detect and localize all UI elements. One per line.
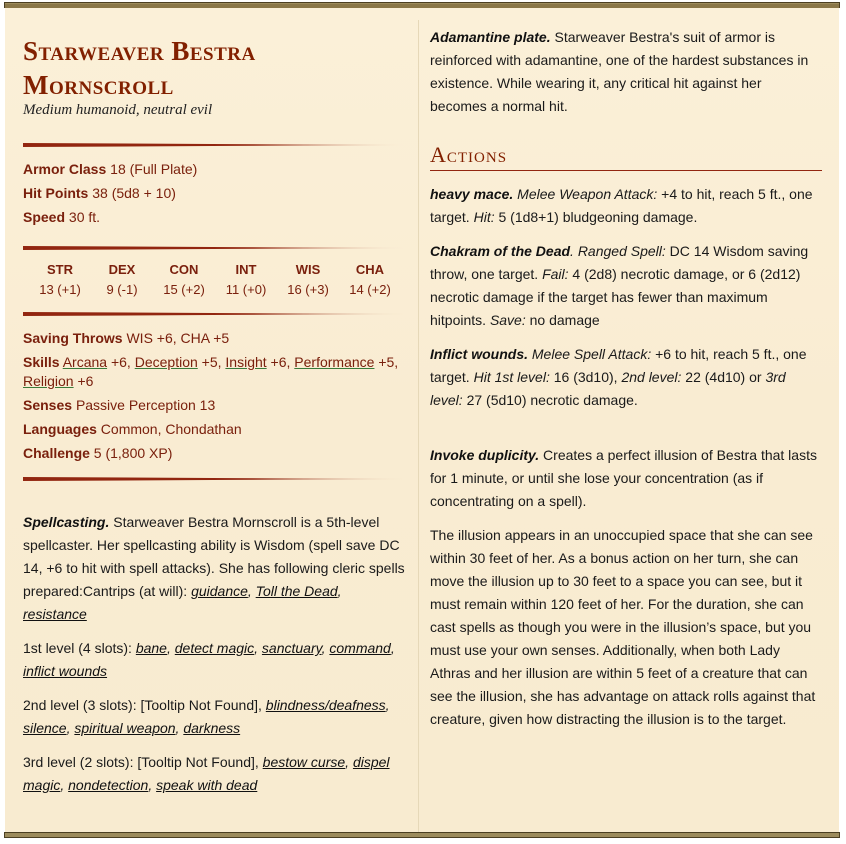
action-title: heavy mace. — [430, 186, 514, 202]
ability-con — [153, 260, 215, 300]
skill-link-performance[interactable]: Performance — [294, 354, 375, 370]
ability-name: CHA — [355, 262, 385, 277]
trait-text: Starweaver Bestra's suit of armor is reinforced with adamantine, one of the hardest substances in existence. While wearing it, any critical hit against her becomes a normal hit. — [430, 29, 809, 114]
challenge-line — [23, 441, 409, 465]
armor-class-value: 18 (Full Plate) — [110, 161, 198, 177]
action-text: 27 (5d10) necrotic damage. — [462, 392, 638, 408]
senses-label: Senses — [23, 397, 73, 413]
spell-level-label: 3rd level (2 slots): [Tooltip Not Found], — [23, 754, 263, 770]
details-section — [23, 326, 409, 465]
action-type: Melee Spell Attack: — [528, 346, 652, 362]
left-column — [23, 34, 409, 808]
stat-block — [5, 4, 839, 836]
spell-link[interactable]: nondetection — [68, 777, 149, 793]
action-text: DC 14 Wisdom saving throw, one target. — [430, 243, 809, 282]
tapered-rule — [23, 143, 409, 147]
spellcasting-section — [23, 511, 409, 797]
spellcasting-paragraph: Spellcasting. Starweaver Bestra Mornscroll is a 5th-level spellcaster. Her spellcasting ability is Wisdom (spell save DC 14, +6 to hit with spell attacks). She has following cleric spells prepared:Cantrips (at will): guidance, Toll the Dead, resistance — [23, 514, 405, 622]
spellcasting-title: Spellcasting. — [23, 514, 110, 530]
saving-throws-line — [23, 326, 409, 350]
saving-throws-label: Saving Throws — [23, 330, 123, 346]
action-text: 16 (3d10), — [549, 369, 622, 385]
tapered-rule — [23, 246, 409, 250]
skills-line — [23, 350, 409, 393]
action-title: Invoke duplicity. — [430, 447, 540, 463]
creature-type: Medium humanoid, neutral evil — [23, 102, 213, 118]
senses-value: Passive Perception 13 — [75, 397, 216, 413]
tapered-rule — [23, 477, 409, 481]
action-text: +4 to hit, reach 5 ft., one target. — [430, 186, 813, 225]
action-type: Melee Weapon Attack: — [513, 186, 658, 202]
languages-value: Common, Chondathan — [100, 421, 242, 437]
invoke-duplicity-paragraph — [430, 444, 822, 513]
armor-class-line — [23, 157, 409, 181]
action-text: +6 to hit, reach 5 ft., one target. — [430, 346, 807, 385]
spellcasting-text: Starweaver Bestra Mornscroll is a 5th-level spellcaster. Her spellcasting ability is Wisdom (spell save DC 14, +6 to hit with spell attacks). She has following cleric spells prepared:Cantrips (at will): — [23, 514, 405, 599]
ability-score: 15 (+2) — [163, 282, 205, 297]
spell-link[interactable]: sanctuary — [261, 640, 322, 656]
action-text: 22 (4d10) or — [681, 369, 766, 385]
right-column — [430, 26, 822, 742]
action-text: 4 (2d8) necrotic damage, or 6 (2d12) necrotic damage if the target has fewer than maximum hitpoints. — [430, 266, 801, 328]
speed-label: Speed — [23, 209, 66, 225]
ability-score: 9 (-1) — [106, 282, 138, 297]
adamantine-paragraph — [430, 26, 822, 118]
challenge-value: 5 (1,800 XP) — [93, 445, 173, 461]
skill-bonus: +6, — [107, 354, 135, 370]
spell-link[interactable]: guidance — [191, 583, 248, 599]
spell-link[interactable]: spiritual weapon — [74, 720, 176, 736]
skills-label: Skills — [23, 354, 60, 370]
creature-name — [23, 34, 409, 102]
languages-line — [23, 417, 409, 441]
spell-link[interactable]: bestow curse — [262, 754, 346, 770]
action-fail-label: Fail: — [542, 266, 569, 282]
actions-header — [430, 140, 822, 171]
speed-line — [23, 205, 409, 229]
hit-points-label: Hit Points — [23, 185, 89, 201]
spell-link[interactable]: speak with dead — [156, 777, 258, 793]
spell-link[interactable]: detect magic — [174, 640, 255, 656]
ability-name: DEX — [108, 262, 136, 277]
spell-link[interactable]: bane — [135, 640, 167, 656]
action-text: 5 (1d8+1) bludgeoning damage. — [494, 209, 698, 225]
action-text: Creates a perfect illusion of Bestra that lasts for 1 minute, or until she lose your concentration (as if concentrating on a spell). — [430, 447, 817, 509]
spell-link[interactable]: Toll the Dead — [255, 583, 338, 599]
spell-level-2: 2nd level (3 slots): [Tooltip Not Found], blindness/deafness, silence, spiritual weapon, darkness — [23, 697, 390, 736]
languages-label: Languages — [23, 421, 97, 437]
skill-link-deception[interactable]: Deception — [134, 354, 198, 370]
name-line-2: Mornscroll — [23, 70, 174, 100]
ability-wis — [277, 260, 339, 300]
challenge-label: Challenge — [23, 445, 90, 461]
skill-bonus: +5, — [374, 354, 399, 370]
spell-level-label: 2nd level (3 slots): [Tooltip Not Found], — [23, 697, 266, 713]
basics-section — [23, 157, 409, 229]
hit-points-value: 38 (5d8 + 10) — [92, 185, 176, 201]
skill-link-religion[interactable]: Religion — [23, 373, 74, 389]
ability-name: CON — [169, 262, 199, 277]
action-inflict-wounds — [430, 343, 822, 412]
bottom-border-bar — [4, 832, 840, 838]
saving-throws-value: WIS +6, CHA +5 — [126, 330, 230, 346]
column-divider — [418, 20, 419, 835]
skill-link-arcana[interactable]: Arcana — [62, 354, 108, 370]
trait-title: Adamantine plate. — [430, 29, 551, 45]
ability-score: 13 (+1) — [39, 282, 81, 297]
action-hit-label: 2nd level: — [621, 369, 682, 385]
spell-link[interactable]: blindness/deafness — [265, 697, 386, 713]
action-hit-label: Hit: — [473, 209, 495, 225]
action-hit-label: 3rd level: — [430, 369, 786, 408]
armor-class-label: Armor Class — [23, 161, 107, 177]
action-title: Inflict wounds. — [430, 346, 528, 362]
spell-link[interactable]: resistance — [23, 606, 87, 622]
ability-name: INT — [235, 262, 257, 277]
ability-scores — [29, 260, 409, 300]
ability-cha — [339, 260, 401, 300]
tapered-rule — [23, 312, 409, 316]
action-text: The illusion appears in an unoccupied space that she can see within 30 feet of her. As a bonus action on her turn, she can move the illusion up to 30 feet to a space you can see, but it must remain within 120 feet of her. For the duration, she can cast spells as though you were in the illusion’s space, but you must use your own senses. Additionally, when both Lady Athras and her illusion are within 5 feet of a creature that can see the illusion, she has advantage on attack rolls against that creature, given how distracting the illusion is to the target. — [430, 527, 816, 727]
ability-score: 11 (+0) — [225, 282, 267, 297]
ability-str — [29, 260, 91, 300]
hit-points-line — [23, 181, 409, 205]
skill-bonus: +6 — [73, 373, 94, 389]
skill-bonus: +6, — [266, 354, 295, 370]
speed-value: 30 ft. — [68, 209, 101, 225]
spell-level-label: 1st level (4 slots): — [23, 640, 136, 656]
name-line-1: Starweaver Bestra — [23, 36, 256, 66]
actions-rule — [430, 170, 822, 171]
illusion-paragraph — [430, 524, 822, 731]
ability-name: WIS — [295, 262, 321, 277]
skill-link-insight[interactable]: Insight — [225, 354, 267, 370]
ability-name: STR — [47, 262, 73, 277]
spell-level-1: 1st level (4 slots): bane, detect magic, sanctuary, command, inflict wounds — [23, 640, 395, 679]
action-title: Chakram of the Dead — [430, 243, 571, 259]
spell-link[interactable]: dispel magic — [23, 754, 390, 793]
action-chakram — [430, 240, 822, 332]
spell-link[interactable]: silence — [23, 720, 67, 736]
action-heavy-mace — [430, 183, 822, 229]
ability-int — [215, 260, 277, 300]
ability-dex — [91, 260, 153, 300]
action-save-label: Save: — [489, 312, 526, 328]
action-text: no damage — [525, 312, 600, 328]
ability-score: 16 (+3) — [287, 282, 329, 297]
spell-level-3: 3rd level (2 slots): [Tooltip Not Found], bestow curse, dispel magic, nondetection, speak with dead — [23, 754, 390, 793]
action-hit-label: Hit 1st level: — [473, 369, 550, 385]
spell-link[interactable]: inflict wounds — [23, 663, 108, 679]
senses-line — [23, 393, 409, 417]
action-type: . Ranged Spell: — [570, 243, 666, 259]
actions-title: Actions — [430, 142, 508, 167]
spell-link[interactable]: darkness — [183, 720, 241, 736]
ability-score: 14 (+2) — [349, 282, 391, 297]
skill-bonus: +5, — [197, 354, 226, 370]
spell-link[interactable]: command — [329, 640, 391, 656]
